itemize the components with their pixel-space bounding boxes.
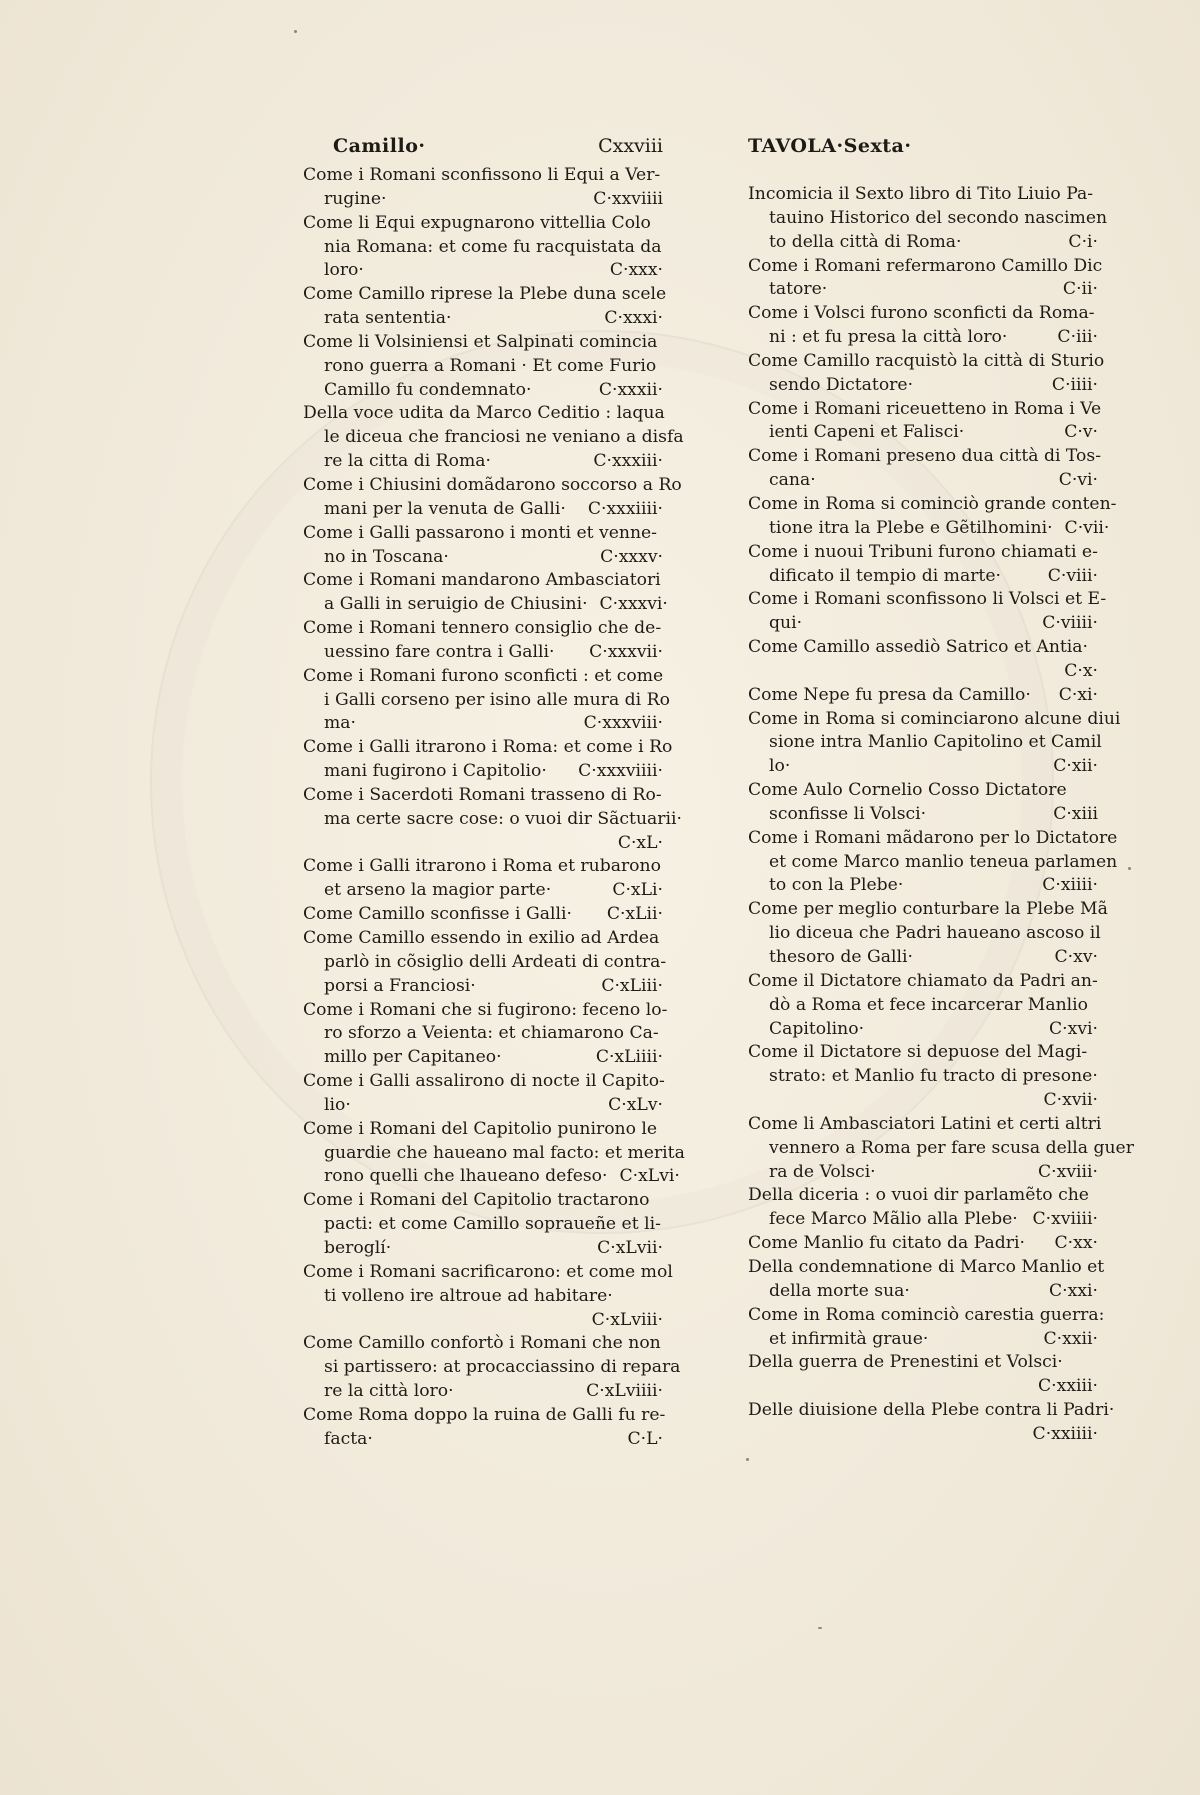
chapter-reference: C·xiiii·	[1042, 875, 1098, 896]
chapter-reference: C·xv·	[1054, 947, 1098, 967]
index-entry-line	[303, 689, 670, 713]
entry-text: re la citta di Roma·	[324, 451, 491, 472]
index-entry-line	[748, 612, 1098, 636]
index-entry-line	[748, 779, 1098, 803]
entry-text: Come i Galli itrarono i Roma: et come i Ro	[303, 737, 673, 758]
chapter-reference: C·xLvii·	[597, 1237, 663, 1258]
entry-text: a Galli in seruigio de Chiusini·	[324, 594, 588, 615]
index-entry-line	[303, 951, 667, 975]
entry-text: et arseno la magior parte·	[324, 880, 552, 901]
entry-text: rugine·	[324, 188, 387, 209]
entry-text: Come il Dictatore si depuose del Magi-	[748, 1042, 1088, 1063]
index-entry-line	[303, 1261, 673, 1285]
entry-text: parlò in cõsiglio delli Ardeati di contra-	[324, 951, 667, 972]
index-entry-line	[748, 1161, 1098, 1185]
entry-text: le diceua che franciosi ne veniano a disfa	[324, 427, 684, 448]
index-entry-line	[748, 302, 1098, 326]
index-entry-line	[748, 326, 1098, 350]
chapter-reference: C·xLiii·	[601, 975, 663, 996]
entry-text: Della diceria : o vuoi dir parlamẽto che	[748, 1185, 1089, 1206]
index-entry-line	[303, 402, 663, 426]
chapter-reference: C·xxxiii·	[593, 451, 663, 472]
entry-text: lio diceua che Padri haueano ascoso il	[769, 923, 1101, 944]
index-entry-line	[303, 760, 663, 784]
index-entry-line	[748, 278, 1098, 302]
entry-text: Come Camillo riprese la Plebe duna scele	[303, 284, 667, 305]
index-entry-line	[748, 1065, 1098, 1089]
index-entry-line	[303, 474, 682, 498]
entry-text: lio·	[324, 1094, 351, 1115]
chapter-reference: C·iii·	[1057, 327, 1098, 348]
chapter-reference: C·xLii·	[606, 904, 663, 925]
entry-text: Della voce udita da Marco Ceditio : laqua	[303, 403, 665, 424]
entry-text: vennero a Roma per fare scusa della guer	[769, 1137, 1134, 1158]
index-entry-line	[748, 421, 1098, 445]
index-entry-line	[748, 922, 1101, 946]
entry-text: qui·	[769, 613, 803, 634]
entry-text: Come i nuoui Tribuni furono chiamati e-	[748, 541, 1098, 562]
chapter-reference: C·xxiiii·	[1032, 1423, 1098, 1444]
index-entry-line	[748, 1018, 1098, 1042]
entry-text: Come i Sacerdoti Romani trasseno di Ro-	[303, 784, 662, 805]
chapter-reference: C·L·	[627, 1428, 663, 1449]
chapter-reference: C·xxxvi·	[599, 594, 668, 615]
entry-text: guardie che haueano mal facto: et merita	[324, 1142, 685, 1163]
index-entry-line	[748, 946, 1098, 970]
entry-text: Capitolino·	[769, 1018, 865, 1039]
index-entry-line	[748, 755, 1098, 779]
index-entry-line	[303, 1165, 680, 1189]
chapter-reference: C·xxxiiii·	[587, 498, 663, 519]
entry-text: nia Romana: et come fu racquistata da	[324, 236, 662, 257]
chapter-reference: C·xxviiii	[593, 188, 663, 209]
index-entry-line	[748, 493, 1117, 517]
index-entry-line	[303, 569, 663, 593]
entry-text: Come i Chiusini domãdarono soccorso a Ro	[303, 474, 682, 495]
index-entry-line	[303, 1356, 681, 1380]
chapter-reference: C·xxxii·	[598, 379, 663, 400]
right-entry-list	[748, 183, 1134, 1447]
index-entry-line	[303, 999, 668, 1023]
index-entry-line	[748, 398, 1102, 422]
entry-text: pacti: et come Camillo sopraueñe et li-	[324, 1214, 661, 1235]
entry-text: Come per meglio conturbare la Plebe Mã	[748, 899, 1108, 920]
entry-text: facta·	[324, 1428, 373, 1449]
index-entry-line	[303, 641, 663, 665]
entry-text: Come i Romani mãdarono per lo Dictatore	[748, 827, 1118, 848]
entry-text: mani per la venuta de Galli·	[324, 498, 566, 519]
entry-text: re la città loro·	[324, 1381, 454, 1402]
entry-text: mani fugirono i Capitolio·	[324, 761, 547, 782]
chapter-reference: C·xL·	[617, 832, 663, 853]
index-entry-line	[748, 183, 1098, 207]
index-entry-line	[748, 1328, 1098, 1352]
index-entry-line	[303, 164, 663, 188]
chapter-reference: C·i·	[1068, 231, 1098, 252]
index-entry-line	[303, 975, 663, 999]
entry-text: uessino fare contra i Galli·	[324, 641, 555, 662]
index-entry-line	[748, 660, 1098, 684]
index-entry-line	[748, 803, 1098, 827]
index-entry-line	[303, 546, 663, 570]
index-entry-line	[303, 1046, 663, 1070]
entry-text: Come i Galli passarono i monti et venne-	[303, 522, 657, 543]
entry-text: ienti Capeni et Falisci·	[769, 422, 965, 443]
entry-text: porsi a Franciosi·	[324, 975, 476, 996]
index-entry-line	[303, 331, 663, 355]
entry-text: lo·	[769, 756, 791, 777]
entry-text: Come in Roma si cominciò grande conten-	[748, 493, 1117, 514]
entry-text: loro·	[324, 260, 364, 281]
chapter-reference: C·v·	[1064, 422, 1098, 443]
chapter-reference: C·xLiiii·	[595, 1047, 663, 1068]
index-entry-line	[303, 593, 668, 617]
entry-text: Come i Romani sconfissono li Equi a Ver-	[303, 165, 661, 185]
entry-text: Come i Romani del Capitolio punirono le	[303, 1118, 658, 1139]
index-entry-line	[303, 1428, 663, 1452]
index-column-right	[748, 128, 1134, 1447]
index-entry-line	[303, 1022, 663, 1046]
index-entry-line	[748, 1208, 1098, 1232]
entry-text: rata sententia·	[324, 308, 452, 329]
entry-text: dò a Roma et fece incarcerar Manlio	[769, 994, 1089, 1015]
index-entry-line	[303, 236, 663, 260]
index-entry-line	[748, 469, 1098, 493]
index-entry-line	[748, 541, 1098, 565]
entry-text: no in Toscana·	[324, 546, 449, 567]
entry-text: Come in Roma cominciò carestia guerra:	[748, 1304, 1105, 1325]
index-entry-line	[748, 898, 1108, 922]
tavola-heading: TAVOLA·Sexta·	[748, 135, 912, 157]
entry-text: Come Aulo Cornelio Cosso Dictatore	[748, 780, 1067, 801]
chapter-reference: C·xvii·	[1043, 1090, 1098, 1111]
index-entry-line	[748, 731, 1102, 755]
index-entry-line	[303, 1237, 663, 1261]
index-entry-line	[303, 1189, 663, 1213]
index-entry-line	[748, 874, 1098, 898]
index-entry-line	[748, 374, 1098, 398]
index-entry-line	[303, 522, 663, 546]
entry-text: Come Nepe fu presa da Camillo·	[748, 684, 1031, 705]
entry-text: Della condemnatione di Marco Manlio et	[748, 1256, 1105, 1277]
entry-text: to della città di Roma·	[769, 231, 962, 252]
chapter-reference: C·xxxviiii·	[578, 761, 663, 782]
chapter-reference: C·xxii·	[1043, 1328, 1098, 1349]
index-entry-line	[303, 1332, 663, 1356]
entry-text: si partissero: at procacciassino di repara	[324, 1357, 681, 1378]
chapter-reference: C·xxxviii·	[583, 713, 663, 734]
chapter-reference: C·ii·	[1062, 279, 1098, 300]
right-column-header	[748, 128, 1098, 183]
entry-text: millo per Capitaneo·	[324, 1047, 502, 1068]
paper-speck	[294, 30, 297, 33]
index-entry-line	[303, 355, 663, 379]
entry-text: Come Roma doppo la ruina de Galli fu re-	[303, 1404, 666, 1425]
entry-text: sconfisse li Volsci·	[769, 803, 927, 824]
chapter-reference: C·xviii·	[1038, 1161, 1098, 1182]
entry-text: Come Camillo confortò i Romani che non	[303, 1333, 661, 1354]
index-entry-line	[748, 708, 1121, 732]
entry-text: Come in Roma si cominciarono alcune diui	[748, 708, 1121, 729]
index-entry-line	[748, 588, 1107, 612]
index-entry-line	[303, 1070, 663, 1094]
index-entry-line	[303, 927, 663, 951]
chapter-reference: C·xLi·	[612, 880, 663, 901]
entry-text: i Galli corseno per isino alle mura di Ro	[324, 689, 670, 710]
index-entry-line	[303, 283, 667, 307]
entry-text: Come i Romani refermarono Camillo Dic	[748, 255, 1103, 276]
index-entry-line	[748, 207, 1108, 231]
entry-text: Come i Romani tennero consiglio che de-	[303, 618, 662, 639]
chapter-reference: C·xLviii·	[591, 1309, 663, 1330]
index-entry-line	[748, 1137, 1134, 1161]
index-entry-line	[748, 231, 1098, 255]
entry-text: Come i Galli itrarono i Roma et rubarono	[303, 856, 661, 877]
entry-text: Come li Volsiniensi et Salpinati comincia	[303, 331, 658, 352]
chapter-reference: C·x·	[1064, 660, 1098, 681]
entry-text: cana·	[769, 470, 816, 491]
index-entry-line	[303, 498, 663, 522]
entry-text: ma·	[324, 713, 357, 734]
entry-text: ma certe sacre cose: o vuoi dir Sãctuarii·	[324, 808, 682, 829]
entry-text: et come Marco manlio teneua parlamen	[769, 851, 1118, 872]
entry-text: Come i Romani furono sconficti : et come	[303, 665, 664, 686]
entry-text: della morte sua·	[769, 1280, 910, 1301]
index-entry-line	[748, 1232, 1098, 1256]
index-entry-line	[303, 784, 663, 808]
index-entry-line	[303, 426, 684, 450]
index-entry-line	[303, 665, 663, 689]
entry-text: Come li Ambasciatori Latini et certi altri	[748, 1113, 1102, 1134]
chapter-reference: C·xLvi·	[619, 1166, 680, 1187]
index-entry-line	[303, 1142, 685, 1166]
entry-text: Come i Romani preseno dua città di Tos-	[748, 446, 1102, 467]
index-entry-line	[303, 736, 673, 760]
index-entry-line	[748, 994, 1098, 1018]
entry-text: Come i Romani mandarono Ambasciatori	[303, 570, 661, 591]
index-entry-line	[303, 1285, 663, 1309]
index-entry-line	[303, 832, 663, 856]
entry-text: rono guerra a Romani · Et come Furio	[324, 355, 657, 376]
entry-text: Come Camillo sconfisse i Galli·	[303, 904, 572, 925]
left-column-header	[303, 128, 663, 164]
entry-text: tatore·	[769, 279, 828, 300]
chapter-reference: C·iiii·	[1051, 374, 1098, 395]
paper-speck	[1128, 867, 1131, 870]
index-entry-line	[748, 1304, 1105, 1328]
entry-text: beroglí·	[324, 1237, 392, 1258]
index-entry-line	[303, 212, 663, 236]
chapter-reference: C·viiii·	[1042, 613, 1098, 634]
entry-text: ra de Volsci·	[769, 1161, 876, 1182]
entry-text: Come Camillo assediò Satrico et Antia·	[748, 637, 1089, 658]
entry-text: Incomicia il Sexto libro di Tito Liuio Pa-	[748, 184, 1094, 204]
entry-text: Come Manlio fu citato da Padri·	[748, 1233, 1025, 1254]
chapter-reference: C·xvi·	[1049, 1018, 1098, 1039]
index-entry-line	[748, 1256, 1105, 1280]
chapter-reference: C·xx·	[1054, 1233, 1098, 1254]
index-entry-line	[748, 565, 1098, 589]
index-entry-line	[748, 1399, 1115, 1423]
index-entry-line	[748, 827, 1118, 851]
index-entry-line	[303, 450, 663, 474]
chapter-reference: C·vii·	[1064, 517, 1110, 538]
entry-text: tauino Historico del secondo nascimen	[769, 207, 1108, 228]
chapter-reference: C·xxxv·	[600, 546, 663, 567]
index-entry-line	[748, 1375, 1098, 1399]
left-entry-list	[303, 164, 685, 1452]
index-entry-line	[748, 970, 1098, 994]
chapter-reference: C·xii·	[1053, 756, 1098, 777]
entry-text: Come i Volsci furono sconficti da Roma-	[748, 303, 1095, 324]
index-entry-line	[748, 684, 1098, 708]
entry-text: ni : et fu presa la città loro·	[769, 327, 1008, 348]
entry-text: Come i Romani sacrificarono: et come mol	[303, 1261, 673, 1282]
entry-text: Come li Equi expugnarono vittellia Colo	[303, 212, 651, 233]
chapter-reference: C·viii·	[1047, 565, 1098, 586]
index-entry-line	[748, 1184, 1098, 1208]
chapter-reference: C·xLviiii·	[586, 1381, 663, 1402]
index-entry-line	[303, 1380, 663, 1404]
chapter-reference: C·vi·	[1058, 470, 1098, 491]
entry-text: Come Camillo essendo in exilio ad Ardea	[303, 928, 660, 948]
index-entry-line	[303, 855, 663, 879]
entry-text: tione itra la Plebe e Gẽtilhomini·	[769, 517, 1053, 538]
paper-speck	[818, 1627, 822, 1629]
entry-text: dificato il tempio di marte·	[769, 565, 1001, 586]
index-entry-line	[303, 1404, 666, 1428]
index-entry-line	[303, 259, 663, 283]
chapter-reference: C·xxxi·	[604, 308, 663, 329]
entry-text: strato: et Manlio fu tracto di presone·	[769, 1066, 1098, 1087]
entry-text: sendo Dictatore·	[769, 374, 914, 395]
entry-text: Delle diuisione della Plebe contra li Padri·	[748, 1400, 1115, 1421]
index-entry-line	[748, 851, 1118, 875]
index-entry-line	[303, 617, 663, 641]
index-entry-line	[303, 712, 663, 736]
entry-text: et infirmità graue·	[769, 1328, 929, 1349]
index-entry-line	[303, 188, 663, 212]
index-entry-line	[748, 350, 1105, 374]
index-entry-line	[303, 879, 663, 903]
entry-text: Come Camillo racquistò la città di Sturio	[748, 350, 1105, 371]
index-column-left	[303, 128, 685, 1452]
index-entry-line	[303, 1094, 663, 1118]
chapter-reference: C·xxiii·	[1038, 1376, 1098, 1397]
entry-text: to con la Plebe·	[769, 875, 904, 896]
index-entry-line	[748, 517, 1110, 541]
index-entry-line	[303, 1118, 663, 1142]
entry-text: Come i Romani sconfissono li Volsci et E-	[748, 589, 1107, 610]
paper-speck	[746, 1458, 749, 1461]
entry-text: Come il Dictatore chiamato da Padri an-	[748, 970, 1098, 991]
left-header-ref: Cxxviii	[598, 135, 663, 157]
index-entry-line	[303, 379, 663, 403]
chapter-reference: C·xxxvii·	[589, 641, 663, 662]
index-entry-line	[303, 307, 663, 331]
chapter-reference: C·xxx·	[609, 260, 663, 281]
index-entry-line	[748, 636, 1098, 660]
entry-text: Come i Romani del Capitolio tractarono	[303, 1190, 650, 1211]
index-entry-line	[748, 1113, 1102, 1137]
chapter-reference: C·xxi·	[1049, 1280, 1098, 1301]
index-entry-line	[748, 1423, 1098, 1447]
index-entry-line	[303, 808, 682, 832]
entry-text: fece Marco Mãlio alla Plebe·	[769, 1209, 1018, 1230]
entry-text: ti volleno ire altroue ad habitare·	[324, 1285, 613, 1306]
entry-text: Come i Romani che si fugirono: feceno lo-	[303, 999, 668, 1020]
index-entry-line	[748, 1041, 1098, 1065]
index-entry-line	[303, 903, 663, 927]
chapter-reference: C·xiii	[1053, 803, 1098, 824]
index-entry-line	[748, 1089, 1098, 1113]
entry-text: ro sforzo a Veienta: et chiamarono Ca-	[324, 1023, 659, 1044]
index-entry-line	[303, 1309, 663, 1333]
entry-text: Come i Galli assalirono di nocte il Capito-	[303, 1071, 665, 1092]
entry-text: rono quelli che lhaueano defeso·	[324, 1166, 608, 1187]
index-entry-line	[748, 1351, 1098, 1375]
entry-text: thesoro de Galli·	[769, 947, 913, 967]
index-entry-line	[303, 1213, 663, 1237]
entry-text: Della guerra de Prenestini et Volsci·	[748, 1352, 1063, 1373]
entry-text: Camillo fu condemnato·	[324, 379, 532, 400]
entry-text: Come i Romani riceuetteno in Roma i Ve	[748, 398, 1102, 419]
chapter-reference: C·xviiii·	[1032, 1209, 1098, 1230]
chapter-reference: C·xLv·	[608, 1094, 663, 1115]
left-header-text: Camillo·	[333, 135, 426, 157]
index-entry-line	[748, 1280, 1098, 1304]
entry-text: sione intra Manlio Capitolino et Camil	[769, 732, 1102, 753]
index-entry-line	[748, 255, 1103, 279]
chapter-reference: C·xi·	[1058, 684, 1098, 705]
index-entry-line	[748, 445, 1102, 469]
